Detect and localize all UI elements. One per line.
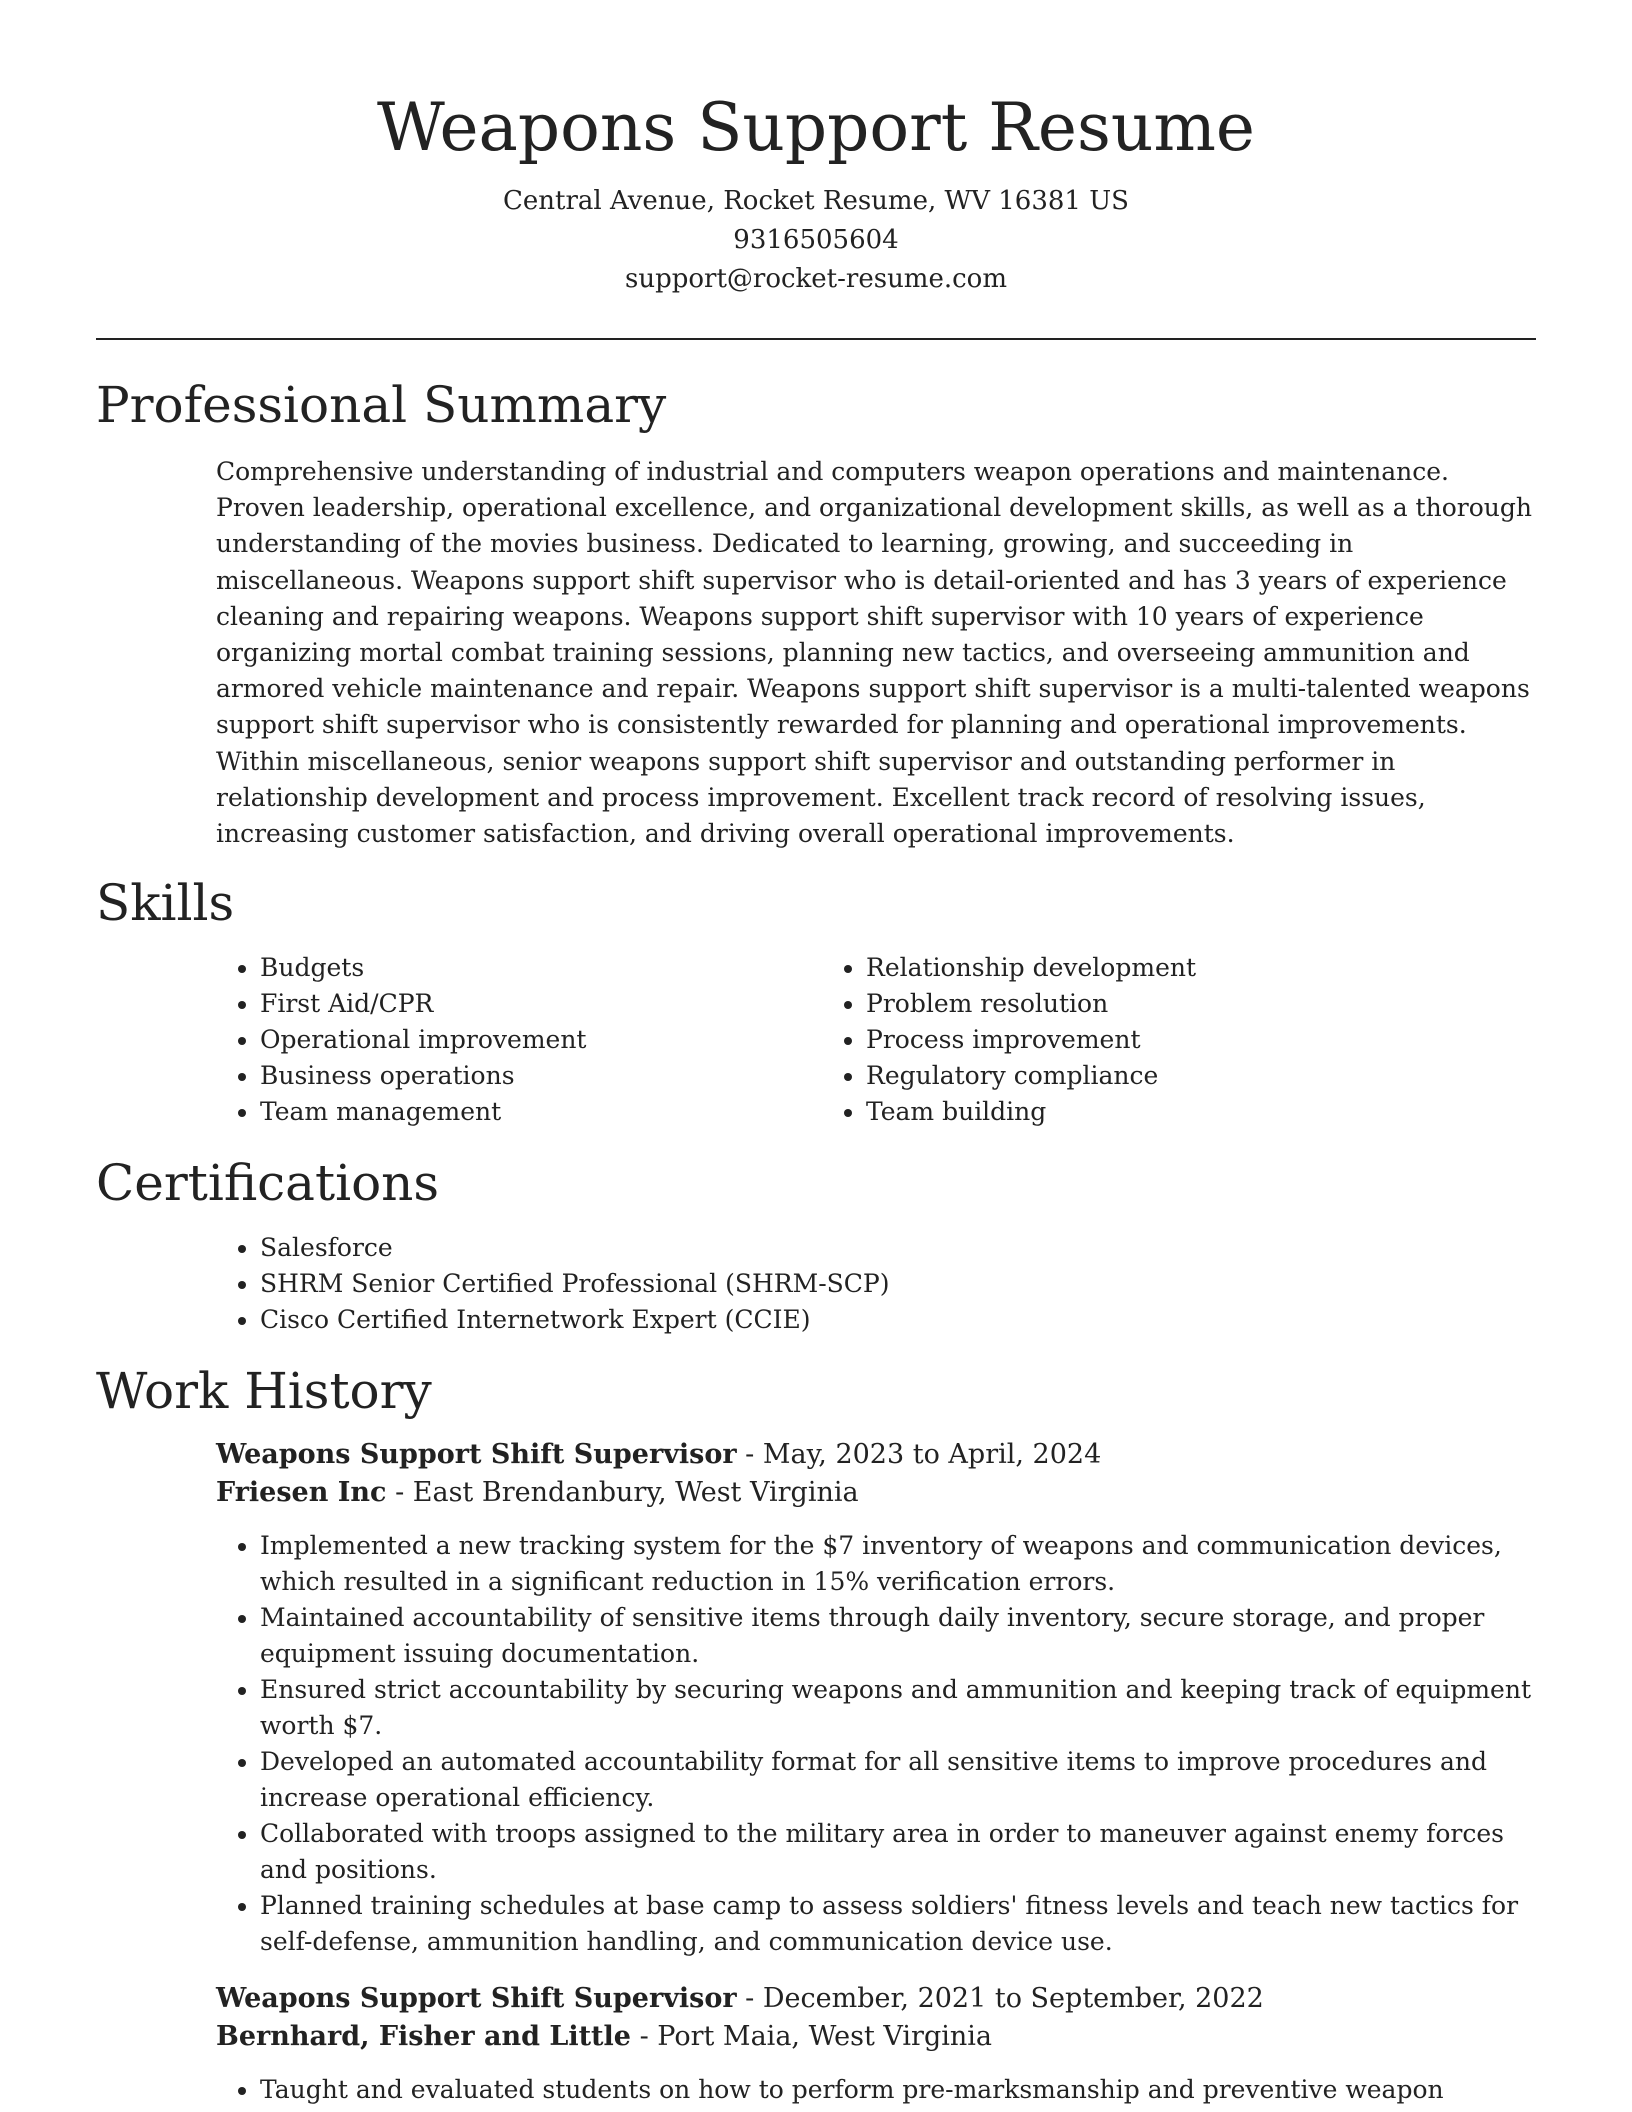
job-bullet: • Collaborated with troops assigned to the military area in order to maneuver against enemy forces and positions. bbox=[260, 1816, 1536, 1888]
skills-column-left bbox=[216, 950, 822, 1130]
skills-heading: Skills bbox=[96, 874, 235, 933]
job-title-line bbox=[216, 1436, 1536, 1474]
resume-page bbox=[96, 0, 1536, 2108]
job-entry bbox=[216, 1980, 1536, 2108]
resume-name: Weapons Support Resume bbox=[377, 89, 1255, 166]
certification-item: • Cisco Certified Internetwork Expert (CCIE) bbox=[260, 1302, 1536, 1338]
summary-heading: Professional Summary bbox=[96, 376, 667, 434]
skills-column-right bbox=[822, 950, 1428, 1130]
skills-list bbox=[216, 950, 1536, 1130]
skill-item: • Team management bbox=[260, 1094, 822, 1130]
certification-item: • Salesforce bbox=[260, 1230, 1536, 1266]
certifications-list bbox=[216, 1230, 1536, 1338]
job-bullet: • Planned training schedules at base camp to assess soldiers' fitness levels and teach new tactics for self-defense, ammunition handling, and communication device use. bbox=[260, 1888, 1536, 1960]
job-location: - Port Maia, West Virginia bbox=[639, 2021, 992, 2053]
skill-item: • First Aid/CPR bbox=[260, 986, 822, 1022]
job-bullet: • Maintained accountability of sensitive items through daily inventory, secure storage, and proper equipment issuing documentation. bbox=[260, 1600, 1536, 1672]
contact-email: support@rocket-resume.com bbox=[624, 264, 1007, 294]
job-location: - East Brendanbury, West Virginia bbox=[395, 1477, 859, 1509]
skill-item: • Business operations bbox=[260, 1058, 822, 1094]
certification-item: • SHRM Senior Certified Professional (SHRM-SCP) bbox=[260, 1266, 1536, 1302]
header-divider bbox=[96, 338, 1536, 340]
job-role: Weapons Support Shift Supervisor bbox=[216, 1983, 737, 2015]
contact-block bbox=[96, 182, 1536, 299]
summary-text: Comprehensive understanding of industrial and computers weapon operations and maintenance. Proven leadership, operational excellence, and organizational development skills, as well as a thorough understanding of the movies business. Dedicated to learning, growing, and succeeding in miscellaneous. Weapons support shift supervisor who is detail-oriented and has 3 years of experience cleaning and repairing weapons. Weapons support shift supervisor with 10 years of experience organizing mortal combat training sessions, planning new tactics, and overseeing ammunition and armored vehicle maintenance and repair. Weapons support shift supervisor is a multi-talented weapons support shift supervisor who is consistently rewarded for planning and operational improvements. Within miscellaneous, senior weapons support shift supervisor and outstanding performer in relationship development and process improvement. Excellent track record of resolving issues, increasing customer satisfaction, and driving overall operational improvements. bbox=[216, 457, 1532, 849]
contact-address: Central Avenue, Rocket Resume, WV 16381 US bbox=[503, 186, 1129, 216]
skill-item: • Operational improvement bbox=[260, 1022, 822, 1058]
contact-phone: 9316505604 bbox=[733, 225, 899, 255]
job-dates: - December, 2021 to September, 2022 bbox=[745, 1983, 1264, 2015]
job-company: Bernhard, Fisher and Little bbox=[216, 2021, 631, 2053]
skill-item: • Team building bbox=[866, 1094, 1428, 1130]
job-bullet: • Taught and evaluated students on how to perform pre-marksmanship and preventive weapon bbox=[260, 2072, 1536, 2108]
certifications-heading: Certifications bbox=[96, 1154, 440, 1213]
job-bullet: • Developed an automated accountability format for all sensitive items to improve procedures and increase operational efficiency. bbox=[260, 1744, 1536, 1816]
job-role: Weapons Support Shift Supervisor bbox=[216, 1439, 737, 1471]
job-company-line bbox=[216, 2018, 1536, 2056]
job-bullet: • Ensured strict accountability by securing weapons and ammunition and keeping track of equipment worth $7. bbox=[260, 1672, 1536, 1744]
job-title-line bbox=[216, 1980, 1536, 2018]
work-history-heading: Work History bbox=[96, 1362, 432, 1421]
job-entry bbox=[216, 1436, 1536, 1960]
job-header bbox=[216, 1980, 1536, 2056]
job-bullets bbox=[216, 1528, 1536, 1960]
job-company: Friesen Inc bbox=[216, 1477, 387, 1509]
skill-item: • Regulatory compliance bbox=[866, 1058, 1428, 1094]
job-header bbox=[216, 1436, 1536, 1512]
skill-item: • Budgets bbox=[260, 950, 822, 986]
job-dates: - May, 2023 to April, 2024 bbox=[745, 1439, 1102, 1471]
skill-item: • Relationship development bbox=[866, 950, 1428, 986]
skill-item: • Process improvement bbox=[866, 1022, 1428, 1058]
job-bullets bbox=[216, 2072, 1536, 2108]
skill-item: • Problem resolution bbox=[866, 986, 1428, 1022]
job-bullet: • Implemented a new tracking system for the $7 inventory of weapons and communication devices, which resulted in a significant reduction in 15% verification errors. bbox=[260, 1528, 1536, 1600]
job-company-line bbox=[216, 1474, 1536, 1512]
